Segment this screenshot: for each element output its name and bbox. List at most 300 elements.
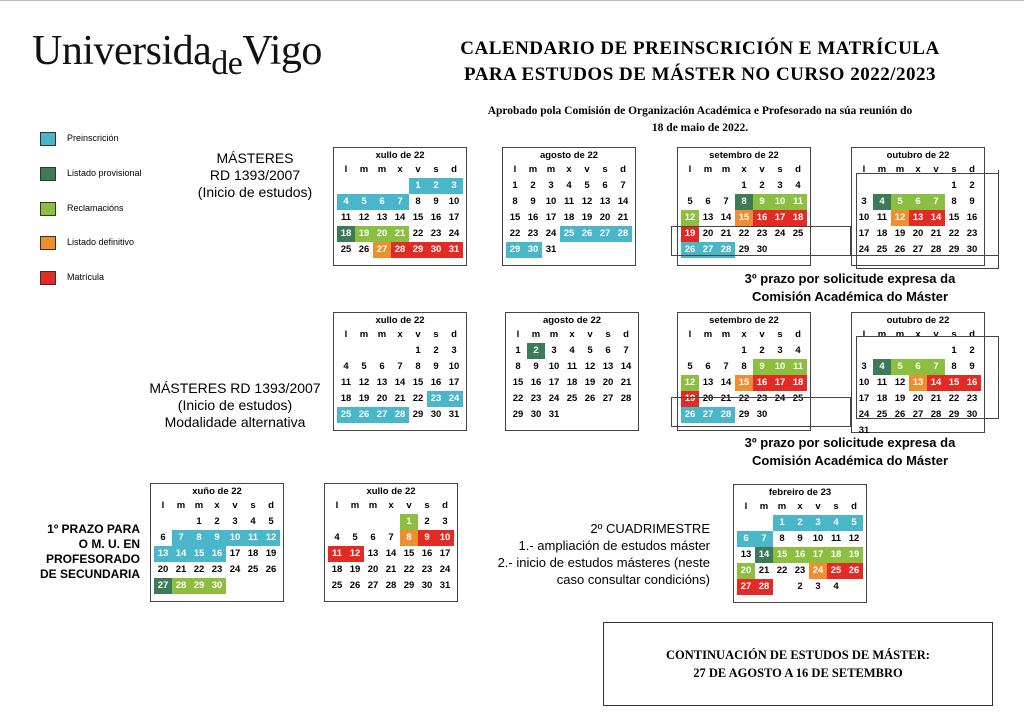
day-cell: 10 — [436, 530, 454, 546]
day-cell: 2 — [759, 345, 765, 356]
day-cell — [262, 578, 280, 594]
day-cell: 23 — [530, 393, 542, 404]
day-cell: 20 — [599, 212, 611, 223]
day-cell — [737, 515, 755, 531]
day-cell: 21 — [930, 393, 942, 404]
day-cell: 13 — [376, 377, 388, 388]
weekday-label: l — [862, 164, 866, 175]
day-cell: 29 — [412, 409, 424, 420]
day-cell: 25 — [876, 244, 888, 255]
day-cell: 18 — [337, 226, 355, 242]
day-cell: 12 — [358, 377, 370, 388]
day-cell: 7 — [620, 180, 626, 191]
day-cell: 20 — [737, 563, 755, 579]
day-cell: 25 — [247, 564, 259, 575]
day-cell: 25 — [566, 393, 578, 404]
weekday-label: s — [605, 329, 611, 340]
day-cell: 3 — [548, 180, 554, 191]
day-cell: 17 — [229, 548, 241, 559]
section-label-cuadrimestre: 2º CUADRIMESTRE 1.- ampliación de estudos máster 2.- inicio de estudos másteres (neste caso consultar condicións) — [497, 521, 710, 587]
day-cell: 11 — [566, 361, 578, 372]
day-cell — [337, 178, 355, 194]
day-cell: 7 — [755, 531, 773, 547]
day-cell: 15 — [412, 377, 424, 388]
day-cell: 12 — [894, 377, 906, 388]
day-cell: 11 — [876, 212, 888, 223]
day-cell: 1 — [196, 516, 202, 527]
calendar-agosto-2 — [505, 312, 639, 431]
day-cell — [717, 343, 735, 359]
day-cell: 3 — [815, 581, 821, 592]
week-row — [681, 343, 807, 359]
day-cell — [154, 514, 172, 530]
day-cell: 16 — [421, 548, 433, 559]
day-cell: 18 — [789, 375, 807, 391]
day-cell: 3 — [809, 515, 827, 531]
week-row — [506, 178, 632, 194]
day-cell: 31 — [548, 409, 560, 420]
calendar-febreiro-4 — [733, 484, 867, 603]
day-cell: 20 — [702, 393, 714, 404]
calendar-grid — [328, 498, 454, 594]
day-cell: 20 — [373, 226, 391, 242]
day-cell: 16 — [208, 546, 226, 562]
day-cell: 29 — [190, 578, 208, 594]
day-cell — [755, 515, 773, 531]
day-cell: 20 — [602, 377, 614, 388]
day-cell: 18 — [340, 393, 352, 404]
day-cell: 7 — [927, 359, 945, 375]
weekday-label: m — [194, 500, 204, 511]
day-cell: 5 — [587, 345, 593, 356]
day-cell: 26 — [845, 563, 863, 579]
weekday-label: x — [566, 164, 572, 175]
day-cell: 17 — [771, 210, 789, 226]
weekday-row — [737, 499, 863, 515]
day-cell: 14 — [755, 547, 773, 563]
weekday-label: s — [424, 500, 430, 511]
day-cell: 9 — [533, 361, 539, 372]
day-cell: 14 — [927, 375, 945, 391]
day-cell: 20 — [157, 564, 169, 575]
day-cell: 20 — [367, 564, 379, 575]
day-cell: 11 — [340, 212, 352, 223]
week-row — [737, 547, 863, 563]
day-cell: 4 — [827, 515, 845, 531]
weekday-label: x — [915, 164, 921, 175]
day-cell: 17 — [771, 375, 789, 391]
day-cell: 12 — [891, 210, 909, 226]
day-cell: 1 — [741, 345, 747, 356]
weekday-label: m — [546, 164, 556, 175]
day-cell: 2 — [530, 180, 536, 191]
day-cell: 3 — [451, 345, 457, 356]
day-cell: 27 — [912, 244, 924, 255]
day-cell: 9 — [753, 359, 771, 375]
day-cell: 12 — [262, 530, 280, 546]
day-cell: 6 — [705, 196, 711, 207]
day-cell: 25 — [340, 244, 352, 255]
day-cell: 26 — [355, 407, 373, 423]
day-cell: 8 — [415, 361, 421, 372]
day-cell — [681, 343, 699, 359]
week-row — [737, 563, 863, 579]
day-cell: 2 — [427, 178, 445, 194]
day-cell: 25 — [792, 228, 804, 239]
day-cell: 25 — [827, 563, 845, 579]
day-cell: 18 — [247, 548, 259, 559]
week-row — [154, 530, 280, 546]
weekday-row — [328, 498, 454, 514]
day-cell: 2 — [797, 581, 803, 592]
day-cell: 18 — [876, 393, 888, 404]
legend-swatch — [40, 167, 56, 181]
day-cell — [581, 407, 599, 423]
day-cell: 25 — [792, 393, 804, 404]
weekday-label: l — [688, 164, 692, 175]
day-cell: 19 — [845, 547, 863, 563]
day-cell: 30 — [756, 244, 768, 255]
day-cell: 7 — [172, 530, 190, 546]
weekday-label: v — [406, 500, 412, 511]
day-cell: 22 — [512, 393, 524, 404]
day-cell: 6 — [379, 361, 385, 372]
day-cell: 16 — [753, 375, 771, 391]
day-cell: 19 — [265, 548, 277, 559]
day-cell: 5 — [584, 180, 590, 191]
day-cell: 24 — [809, 563, 827, 579]
day-cell: 29 — [409, 242, 427, 258]
day-cell: 29 — [738, 409, 750, 420]
day-cell — [391, 178, 409, 194]
day-cell: 19 — [681, 391, 699, 407]
day-cell: 24 — [545, 228, 557, 239]
day-cell: 21 — [175, 564, 187, 575]
day-cell: 15 — [509, 212, 521, 223]
day-cell: 17 — [545, 212, 557, 223]
day-cell: 1 — [773, 515, 791, 531]
day-cell: 21 — [385, 564, 397, 575]
weekday-label: d — [795, 164, 801, 175]
weekday-label: l — [862, 329, 866, 340]
day-cell: 27 — [373, 242, 391, 258]
weekday-label: v — [232, 500, 238, 511]
weekday-label: d — [851, 501, 857, 512]
day-cell: 8 — [512, 196, 518, 207]
day-cell: 11 — [789, 194, 807, 210]
day-cell: 12 — [848, 533, 860, 544]
page-title-line1: CALENDARIO DE PREINSCRICIÓN E MATRÍCULA — [460, 38, 940, 59]
day-cell: 3 — [777, 180, 783, 191]
weekday-label: s — [602, 164, 608, 175]
day-cell: 10 — [771, 194, 789, 210]
day-cell: 30 — [421, 580, 433, 591]
week-row — [154, 578, 280, 594]
day-cell: 21 — [720, 393, 732, 404]
day-cell: 9 — [969, 361, 975, 372]
calendar-title: setembro de 22 — [709, 150, 779, 161]
day-cell: 12 — [681, 210, 699, 226]
day-cell: 10 — [812, 533, 824, 544]
day-cell: 5 — [355, 194, 373, 210]
day-cell: 10 — [226, 530, 244, 546]
weekday-label: m — [895, 164, 905, 175]
day-cell: 29 — [738, 244, 750, 255]
day-cell: 29 — [403, 580, 415, 591]
weekday-label: x — [388, 500, 394, 511]
day-cell: 24 — [858, 409, 870, 420]
day-cell: 26 — [681, 407, 699, 423]
day-cell: 20 — [702, 228, 714, 239]
day-cell: 1 — [409, 178, 427, 194]
day-cell — [578, 242, 596, 258]
approval-note: Aprobado pola Comisión de Organización Académica e Profesorado na súa reunión do 18 de maio de 2022. — [487, 105, 913, 134]
day-cell: 27 — [596, 226, 614, 242]
calendar-agosto-1 — [502, 147, 636, 266]
weekday-label: s — [833, 501, 839, 512]
day-cell: 17 — [858, 228, 870, 239]
day-cell: 26 — [894, 409, 906, 420]
week-row — [337, 178, 463, 194]
day-cell: 11 — [563, 196, 575, 207]
weekday-label: d — [451, 164, 457, 175]
day-cell: 14 — [385, 548, 397, 559]
day-cell: 9 — [208, 530, 226, 546]
weekday-label: l — [744, 501, 748, 512]
week-row — [509, 407, 635, 423]
page-title-line2: PARA ESTUDOS DE MÁSTER NO CURSO 2022/2023 — [464, 64, 936, 85]
day-cell: 1 — [951, 345, 957, 356]
day-cell: 6 — [160, 532, 166, 543]
day-cell: 9 — [530, 196, 536, 207]
note-third-period-2: 3º prazo por solicitude expresa da Comisión Académica do Máster — [744, 435, 956, 468]
day-cell: 22 — [948, 228, 960, 239]
day-cell: 3 — [445, 178, 463, 194]
day-cell: 28 — [930, 409, 942, 420]
weekday-label: d — [795, 329, 801, 340]
day-cell: 12 — [346, 546, 364, 562]
weekday-row — [337, 327, 463, 343]
weekday-label: x — [569, 329, 575, 340]
day-cell: 6 — [605, 345, 611, 356]
weekday-label: m — [759, 501, 769, 512]
day-cell: 26 — [681, 242, 699, 258]
calendar-grid — [737, 499, 863, 595]
day-cell: 25 — [337, 407, 355, 423]
week-row — [681, 359, 807, 375]
day-cell: 22 — [738, 393, 750, 404]
weekday-label: m — [531, 329, 541, 340]
day-cell: 5 — [687, 196, 693, 207]
day-cell: 13 — [376, 212, 388, 223]
day-cell: 3 — [442, 516, 448, 527]
day-cell: 15 — [735, 375, 753, 391]
weekday-label: m — [703, 329, 713, 340]
day-cell: 4 — [250, 516, 256, 527]
calendar-grid — [506, 162, 632, 258]
weekday-label: v — [584, 164, 590, 175]
day-cell: 10 — [858, 377, 870, 388]
day-cell: 21 — [391, 226, 409, 242]
week-row — [328, 546, 454, 562]
day-cell: 13 — [909, 210, 927, 226]
day-cell: 28 — [614, 226, 632, 242]
calendar-title: outubro de 22 — [886, 150, 950, 161]
day-cell: 15 — [412, 212, 424, 223]
day-cell: 24 — [445, 391, 463, 407]
weekday-label: s — [777, 329, 783, 340]
day-cell: 23 — [966, 393, 978, 404]
day-cell: 24 — [774, 393, 786, 404]
weekday-label: m — [350, 500, 360, 511]
day-cell: 30 — [756, 409, 768, 420]
day-cell: 8 — [400, 530, 418, 546]
day-cell: 26 — [584, 393, 596, 404]
day-cell: 5 — [891, 194, 909, 210]
day-cell: 23 — [430, 228, 442, 239]
weekday-label: d — [268, 500, 274, 511]
day-cell: 23 — [527, 228, 539, 239]
day-cell: 24 — [548, 393, 560, 404]
weekday-label: x — [797, 501, 803, 512]
day-cell: 22 — [738, 228, 750, 239]
day-cell: 2 — [969, 345, 975, 356]
day-cell: 10 — [545, 196, 557, 207]
day-cell: 8 — [415, 196, 421, 207]
week-row — [737, 515, 863, 531]
weekday-label: s — [433, 164, 439, 175]
week-row — [337, 242, 463, 258]
day-cell: 22 — [412, 228, 424, 239]
day-cell: 16 — [963, 375, 981, 391]
calendar-title: xullo de 22 — [375, 150, 425, 161]
day-cell: 9 — [433, 196, 439, 207]
day-cell: 28 — [391, 407, 409, 423]
continuation-box: CONTINUACIÓN DE ESTUDOS DE MÁSTER: 27 DE AGOSTO A 16 DE SETEMBRO — [603, 622, 993, 706]
day-cell: 30 — [524, 242, 542, 258]
day-cell: 6 — [370, 532, 376, 543]
week-row — [337, 210, 463, 226]
day-cell: 14 — [617, 196, 629, 207]
day-cell — [382, 514, 400, 530]
weekday-label: m — [877, 329, 887, 340]
week-row — [154, 514, 280, 530]
day-cell: 10 — [858, 212, 870, 223]
weekday-row — [337, 162, 463, 178]
day-cell: 13 — [599, 196, 611, 207]
day-cell: 25 — [876, 409, 888, 420]
day-cell: 1 — [415, 345, 421, 356]
section-label-alternativa: MÁSTERES RD 1393/2007 (Inicio de estudos) Modalidade alternativa — [149, 380, 321, 430]
day-cell — [614, 242, 632, 258]
day-cell: 15 — [403, 548, 415, 559]
day-cell: 30 — [530, 409, 542, 420]
day-cell: 23 — [756, 393, 768, 404]
calendar-title: setembro de 22 — [709, 315, 779, 326]
day-cell: 22 — [776, 565, 788, 576]
weekday-label: m — [176, 500, 186, 511]
weekday-label: l — [335, 500, 339, 511]
day-cell — [560, 242, 578, 258]
day-cell: 31 — [858, 425, 870, 436]
extension-box-1b — [856, 173, 999, 269]
day-cell: 15 — [945, 375, 963, 391]
day-cell: 7 — [623, 345, 629, 356]
day-cell: 18 — [827, 547, 845, 563]
weekday-row — [506, 162, 632, 178]
day-cell: 4 — [569, 345, 575, 356]
week-row — [506, 210, 632, 226]
weekday-label: d — [969, 164, 975, 175]
day-cell: 5 — [352, 532, 358, 543]
day-cell — [328, 514, 346, 530]
day-cell: 28 — [172, 578, 190, 594]
section-label-masteres: MÁSTERES RD 1393/2007 (Inicio de estudos) — [197, 150, 313, 200]
calendar-title: xullo de 22 — [366, 486, 416, 497]
day-cell — [563, 407, 581, 423]
calendar-grid — [337, 162, 463, 258]
day-cell: 22 — [193, 564, 205, 575]
day-cell: 30 — [966, 409, 978, 420]
week-row — [337, 194, 463, 210]
week-row — [328, 530, 454, 546]
day-cell: 15 — [773, 547, 791, 563]
day-cell: 23 — [756, 228, 768, 239]
day-cell: 29 — [512, 409, 524, 420]
day-cell: 17 — [858, 393, 870, 404]
calendar-xullo-1 — [333, 147, 467, 266]
day-cell: 13 — [702, 212, 714, 223]
day-cell: 8 — [190, 530, 208, 546]
weekday-label: m — [703, 164, 713, 175]
day-cell — [845, 579, 863, 595]
day-cell: 19 — [681, 226, 699, 242]
weekday-label: d — [451, 329, 457, 340]
day-cell: 12 — [584, 361, 596, 372]
day-cell: 8 — [735, 194, 753, 210]
day-cell: 13 — [602, 361, 614, 372]
day-cell: 28 — [717, 242, 735, 258]
day-cell — [364, 514, 382, 530]
day-cell: 27 — [373, 407, 391, 423]
day-cell: 15 — [735, 210, 753, 226]
weekday-label: m — [359, 164, 369, 175]
day-cell: 16 — [753, 210, 771, 226]
day-cell: 7 — [388, 532, 394, 543]
week-row — [337, 226, 463, 242]
day-cell: 29 — [948, 409, 960, 420]
weekday-label: x — [741, 164, 747, 175]
weekday-label: m — [377, 164, 387, 175]
day-cell: 28 — [385, 580, 397, 591]
day-cell: 14 — [927, 210, 945, 226]
week-row — [154, 562, 280, 578]
day-cell: 18 — [563, 212, 575, 223]
day-cell: 10 — [771, 359, 789, 375]
day-cell: 2 — [433, 345, 439, 356]
day-cell: 1 — [951, 180, 957, 191]
day-cell: 30 — [208, 578, 226, 594]
day-cell: 4 — [795, 345, 801, 356]
day-cell: 6 — [373, 194, 391, 210]
weekday-row — [509, 327, 635, 343]
day-cell: 3 — [861, 196, 867, 207]
day-cell: 23 — [427, 391, 445, 407]
day-cell: 19 — [581, 212, 593, 223]
day-cell: 1 — [512, 180, 518, 191]
weekday-label: v — [815, 501, 821, 512]
day-cell: 22 — [948, 393, 960, 404]
